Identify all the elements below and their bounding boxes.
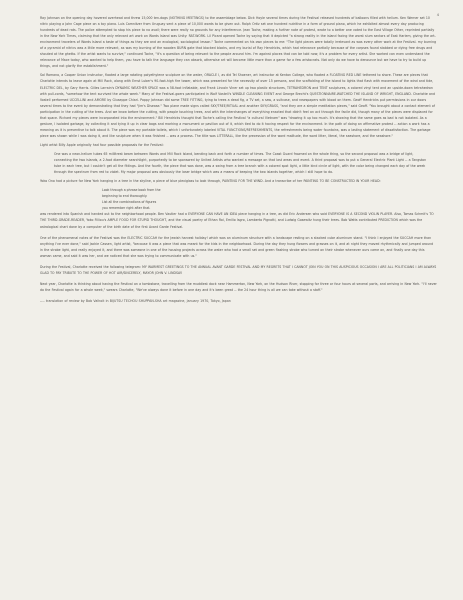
verse-line: Look through a phrase book from the: [102, 188, 161, 193]
paragraph-electric-succah: One of the phenomenal notes of the Festival was the ELECTRIC SUCCAH for the Jewish harvest holiday! which was an aluminum structure with a landscape resting on a stacked cube aluminum stand. "I think I enjoyed the SUCCAH more than anything I've ever done," said Jackie Cassen, light artist, "because it was a piece that was meant for the kids in the neighborhood. During the day they hung flowers and grasses on it, and at night they moved rhythmically and jumped around in the strobe light, and really enjoyed it, and there was someone in one of the housing projects across the water who had a small set and green flashing strobe who turned on their strobe whenever ours came on, and finally one day this woman came, and said it was her, and we noticed that she was trying to communicate with us.": [40, 235, 434, 258]
indented-quote: One was a neon-helium tubes 65 millitrest beam between Wards and Mill Rock Island, bending back and forth a number of times. The Coast Guard frowned on the whole thing, so the second proposal was a bridge of light, connecting the two islands, a 2-foot diameter searchlight, purportedly to be sponsored by United Artists who wanted a message on that last areas and event. A third proposal was to put a General Electric Plant Light -- a Tangston tube in each tree, but I couldn't get all the fittings. And the fourth, the piece that was done, was a swing from a tree branch with a colored spot light, a little kind circle of light, with the color being changed each day of the week through the spectrum from red to violet. My major proposal was obviously the laser bridge which was a means of keeping the two islands together, which I still hope to do.: [54, 151, 427, 175]
paragraph-sal-romano: Sal Romano, a Cooper Union instructor, floated a large rotating polyethylene sculpture on the water, ORACLE I, as did Tel Shoener, art instructor at Kenton College, who floated a FLOATING RED LINE tethered to shore. These are pieces that Charlotte intends to leave again at Mill Rock, along with Ernst Luber's 90-foot-high fire tower, which was presented for the necessity of over 15 persons, and the scaffolding of the island to lights that flash with movement of the wind and tide, ELECTRIC DEL, by Gary Harris. Gilles Larrain's DYNAMIC WEATHER SPACE was a 58-foot inflatable, and Frank Lincoln Viner set up two plastic structures, TETRAHEDRON and TENT sculptures, a colored vinyl tent and an upside-down tetrahedron with pull-cords, "somehow the tent survived the whole week." Many of the Festival-goers participated in Wolf Vostell's WINDLE CLEANING EVENT and George Brecht's QUESTIONNAIRE-WATCHED THE ISLAND OF WRIGHT, ENGLAND. Charlotte and Vostell performed UCCELLINI and AMORE by Giuseppe Chiari. Poppy Johnson did some TREE FITTING, tying to trees a dead fig, a TV set, a saw, a suitcase, and newspapers with blood on them. Geoff Hendricks put permissions in our doors several times to the event by demonstrating that they had "Jim's Disease." Two plane made signs called SKY/TREE/RITUAL and another SKY/GRASS, "and they are a simple meditation pieces," said Geoff. "You brought about a contact element of participation in the cutting of the trees. And we know before the cutting, with people touching trees, and with the interchanges of everything enacted that didn't feel an act through the facile did, though many of the pieces were displaced for that space. Richard my pieces were incorporated into the environment." Bill Hendricks thought that Toche's calling the Festival "a cultural Vietnam" was "drawing it up too much. It's showing that the same goes as bad is not isolated. As a gesture, I isolated garbage, by collecting it and tying it up in clear bags and marking a monument or pavilion out of it, which tied to do it having respect for the environment. In the path of doing an affirmative protest -- action a work has a meaning as it is preventive to talk about it. The piece was my portable toilets, which I unfortunately labeled VITAL FUNCTIONS/REFRESHMENTS, the refreshments being water fountains, was a lasting statement of dissatisfaction. The garbage piece was shown while I was doing it, and like sculpture when it was finished -- was a process. The title was LITTERALL, like the precession of the word malitude, the word litter, literal, the seashore, and the seashore.": [40, 73, 436, 138]
translation-note: ---- translation of review by Bob Valhoit in BIJUTSU TECHOU SHUPPAN-SHA art magazine, January 1970, Tokyo, Japan: [40, 298, 231, 303]
verse-line: beginning to end thoroughly.: [102, 194, 148, 199]
verse-line: List all the combinations of figures: [102, 200, 157, 205]
page-number: 4: [436, 13, 439, 17]
paragraph-telegram: During the Festival, Charlotte received the following telegram: MY WARMEST GREETINGS TO THE ANNUAL AVANT GARDE FESTIVAL AND MY REGRETS THAT I CANNOT JOIN YOU ON THIS AUSPICIOUS OCCASION I ARE ALL POLITICIANS I AM ALWAYS GLAD TO PAY TRIBUTE TO THE POWER OF HOT AIR/SINCERELY, MAYOR JOHN V. LINDSAY.: [40, 264, 437, 275]
verse-block: [40, 187, 437, 211]
paragraph-spanish: was rendered into Spanish and handed out to the neighborhood people. Ben Vautier had a EVERYONE CAN HAVE AN IDEA piece hanging in a tree, as did Eric Andersen who said EVERYONE IS A SECOND VIOLIN PLAYER. Also, Tomas Schmit's TO THE THIRD-GRADE-READER, Yoko Filliou's AMPLE FOOD FOR STUPID THOUGHT, and the visual poetry of Ethan Roi, Emilio Isgro, Lamberto Pignotti, and Ludwig Gosewitz hung their trees. Bob Watts contributed PREDICTION which was the astrological chart done by a computer of the birth date of the first Avant Garde Festival.: [40, 212, 434, 229]
paragraph-yoko-ono: Yoko Ono had a picture for New York hanging in a tree in the skyline, a piece of blue plexiglass to look through, PAINTING FOR THE WIND. And a transcribe of her PAINTING TO BE CONSTRUCTED IN YOUR HEAD:: [40, 179, 381, 184]
verse-line: you remember right after that.: [102, 206, 151, 211]
paragraph-next-year: Next year, Charlotte is thinking about having the Festival on a tombstone, travelling from the muddiest dock near Hammerton, New York, on the Hudson River, stopping for three or four hours at several ports, and arriving in New York. "I'll never do the Festival again for a whole week," swears Charlotte, "We've always done it before in one day and it's been great -- the 24 hour thing is all we can take without a staff.": [40, 281, 437, 292]
paragraph-billy-apple: Light artist Billy Apple originally had four possible proposals for the Festival:: [40, 142, 164, 147]
paragraph-ray-johnson: Ray Johnson on the opening day hovered overhead and threw 15,000 ten-dogs (NOTHING MEETINGS) to the assemblage below. Dick Hoyle several times during the Festival released hundreds of balloons filled with helium. Ken Werner set 10 nitric playing a John Cage piece on a toy piano. Luis Camnitzer from Uruguay sent a piece of 10,000 words to be given out. Ralph Ortiz set one hundred nutritive in a form of ground piano, which he exhibited almost every day producing hundreds of dead rats. The police attempted to stop his piece to no avail; there were really no grounds for any interference. Jean Toche, making a further note of protest, wrote to a better one voted to the East Village Other, reprinted partially in the New York Times, claiming that the only relevant art work on Wards Island was Unity: RAT-WORK. Lil Picard opened Toche by saying that it depicted "a strong reality in the island facing the worst slum sectors of East Harlem, giving the art-environment travelers of Wards Island a taste of things as they are and an ecological, sociological lesson." Toche commented on his own pieces to me: "The light pieces were totally irrelevant as was every other work at the Festival. my burning of a pyramid of nitrics was a little more relevant, as was my burning of the wooden BURN gate that blocked blocks, and my burial of Ray Hendricks, which had relevance partially because of the corpses found stabbed or dying free drugs and shouted at the ghetto. If the artist wants to survive," continued Toche, "it's a question of being relevant to the people around him. I'm against places that can be told now; it's a problem for every artist. She worked can even understand the relevance of Mace today, who wanted to help them, you have to talk the language they can absorb, otherwise art will become little more than a game for a few aristocrats. Not only do we have to denounce but we have to try to build up things, and not glorify the establishment.": [40, 16, 437, 69]
